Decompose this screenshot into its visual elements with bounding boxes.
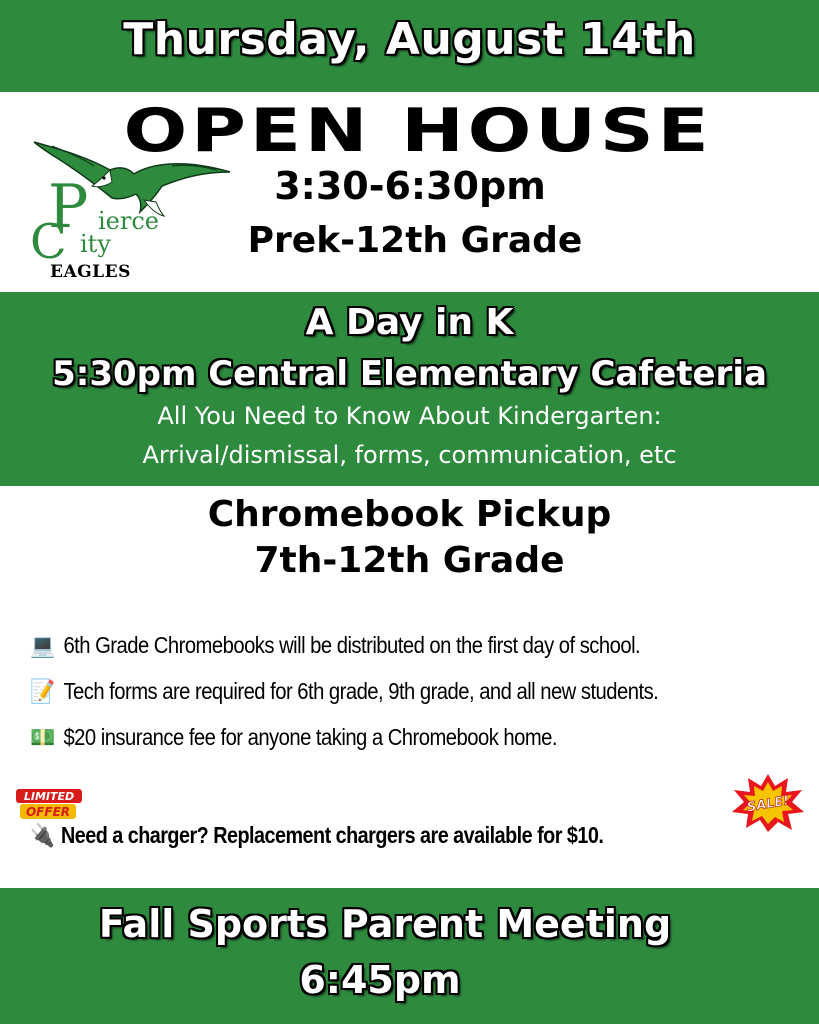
logo-team-name: EAGLES bbox=[50, 262, 131, 282]
chromebook-bullet-list bbox=[30, 622, 800, 760]
day-in-k-line-1: All You Need to Know About Kindergarten: bbox=[157, 402, 662, 430]
sale-badge bbox=[730, 772, 806, 834]
list-item bbox=[30, 668, 708, 714]
bullet-text: $20 insurance fee for anyone taking a Chromebook home. bbox=[63, 723, 558, 750]
bullet-text: Tech forms are required for 6th grade, 9th grade, and all new students. bbox=[63, 677, 659, 704]
open-house-grades: Prek-12th Grade bbox=[247, 220, 583, 261]
charger-text: Need a charger? Replacement chargers are available for $10. bbox=[60, 822, 604, 848]
chromebook-grades: 7th-12th Grade bbox=[254, 540, 565, 581]
list-item bbox=[30, 714, 708, 760]
limited-offer-badge bbox=[14, 786, 84, 822]
charger-note bbox=[30, 822, 684, 849]
day-in-k-title: A Day in K bbox=[305, 302, 514, 343]
sports-meeting-title: Fall Sports Parent Meeting bbox=[98, 902, 672, 946]
open-house-time: 3:30-6:30pm bbox=[274, 164, 546, 208]
limited-offer-line1: LIMITED bbox=[23, 790, 75, 803]
plug-icon: 🔌 bbox=[30, 822, 55, 848]
day-in-k-line-2: Arrival/dismissal, forms, communication, etc bbox=[142, 441, 677, 469]
limited-offer-line2: OFFER bbox=[25, 805, 71, 819]
money-icon: 💵 bbox=[30, 723, 55, 750]
event-date: Thursday, August 14th bbox=[123, 14, 696, 65]
day-in-k-subtitle: 5:30pm Central Elementary Cafeteria bbox=[52, 354, 767, 394]
logo-word-ierce: ierce bbox=[98, 207, 159, 235]
memo-icon: 📝 bbox=[30, 677, 55, 704]
logo-word-ity: ity bbox=[80, 230, 111, 258]
laptop-icon: 💻 bbox=[30, 631, 55, 658]
open-house-title: OPEN HOUSE bbox=[123, 96, 713, 166]
sports-meeting-time: 6:45pm bbox=[299, 958, 461, 1002]
logo-initial-p: P bbox=[48, 172, 89, 242]
chromebook-title: Chromebook Pickup bbox=[207, 494, 612, 535]
sale-badge-label: SALE! bbox=[745, 793, 791, 816]
school-logo bbox=[28, 132, 238, 287]
bullet-text: 6th Grade Chromebooks will be distributed on the first day of school. bbox=[63, 631, 641, 658]
list-item bbox=[30, 622, 708, 668]
logo-initial-c: C bbox=[30, 214, 67, 270]
